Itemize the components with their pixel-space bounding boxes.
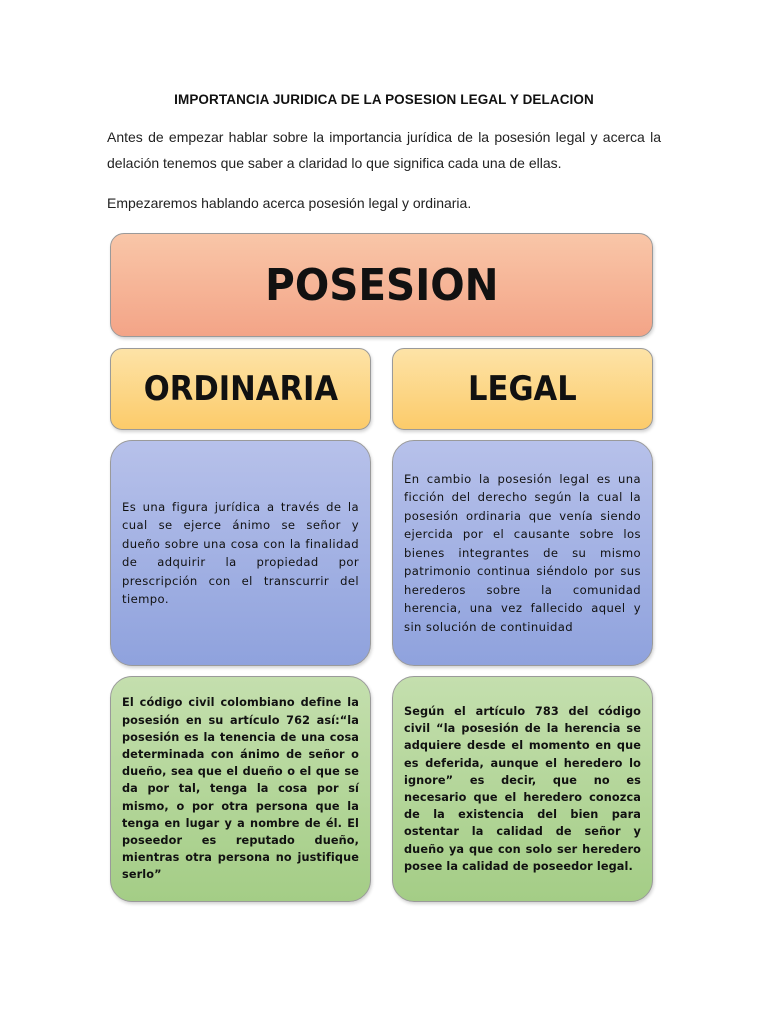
posesion-header-box xyxy=(110,233,653,337)
legal-definition-text: En cambio la posesión legal es una ficción del derecho según la cual la posesión ordinaria que venía siendo ejercida por el causante sobre los bienes integrantes de su mismo patrimonio continua siéndolo por sus herederos sobre la comunidad herencia, una vez fallecido aquel y sin solución de continuidad xyxy=(404,471,641,634)
legal-heading-label: LEGAL xyxy=(468,369,577,409)
ordinaria-heading-label: ORDINARIA xyxy=(143,369,338,409)
legal-heading-box xyxy=(392,348,653,430)
legal-legal-note-box xyxy=(392,676,653,902)
document-title: IMPORTANCIA JURIDICA DE LA POSESION LEGAL Y DELACION xyxy=(174,92,594,107)
ordinaria-legal-note-text: El código civil colombiano define la posesión en su artículo 762 así:“la posesión es la tenencia de una cosa determinada con ánimo de señor o dueño, sea que el dueño o el que se da por tal, tenga la cosa por sí mismo, o por otra persona que la tenga en lugar y a nombre de él. El poseedor es reputado dueño, mientras otra persona no justifique serlo” xyxy=(122,696,359,882)
posesion-header-label: POSESION xyxy=(264,259,499,311)
lead-paragraph: Empezaremos hablando acerca posesión legal y ordinaria. xyxy=(107,195,472,211)
ordinaria-definition-box xyxy=(110,440,371,666)
ordinaria-legal-note-box xyxy=(110,676,371,902)
intro-paragraph: Antes de empezar hablar sobre la importancia jurídica de la posesión legal y acerca la delación tenemos que saber a claridad lo que significa cada una de ellas. xyxy=(107,129,661,171)
legal-definition-box xyxy=(392,440,653,666)
ordinaria-heading-box xyxy=(110,348,371,430)
ordinaria-definition-text: Es una figura jurídica a través de la cual se ejerce ánimo se señor y dueño sobre una cosa con la finalidad de adquirir la propiedad por prescripción con el transcurrir del tiempo. xyxy=(122,499,359,606)
legal-legal-note-text: Según el artículo 783 del código civil “la posesión de la herencia se adquiere desde el momento en que es deferida, aunque el heredero lo ignore” es decir, que no es necesario que el heredero conozca de la existencia del bien para ostentar la calidad de señor y dueño ya que con solo ser heredero posee la calidad de poseedor legal. xyxy=(404,704,641,873)
